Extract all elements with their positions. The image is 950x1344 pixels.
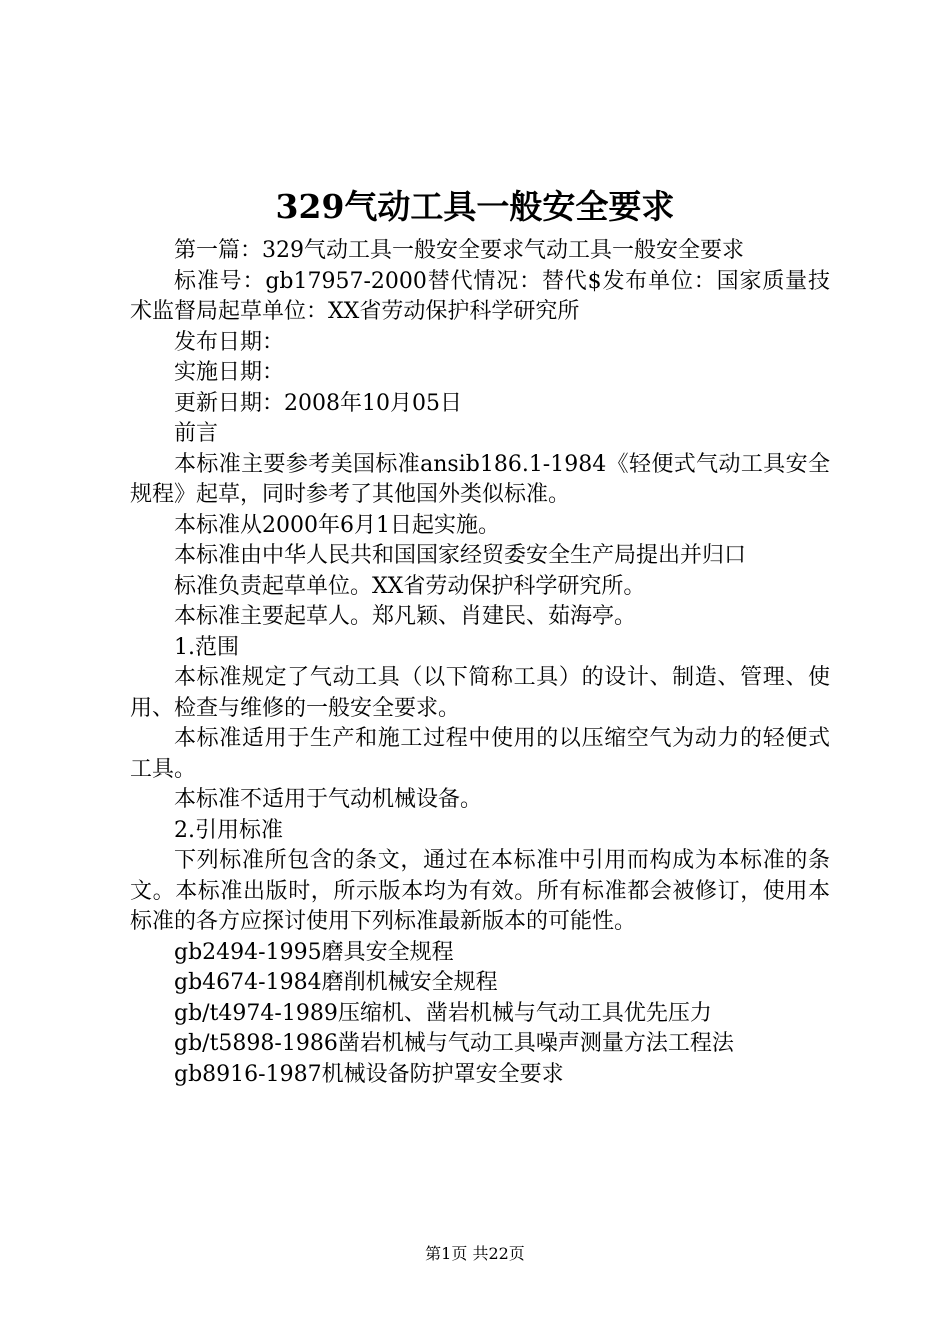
reference-item: gb8916-1987机械设备防护罩安全要求	[174, 1061, 564, 1087]
document-body	[130, 236, 830, 1090]
paragraph: 标准负责起草单位。XX省劳动保护科学研究所。	[174, 573, 646, 599]
paragraph: 本标准规定了气动工具（以下简称工具）的设计、制造、管理、使用、检查与维修的一般安全要求。	[130, 665, 830, 721]
reference-item: gb/t4974-1989压缩机、凿岩机械与气动工具优先压力	[174, 1000, 712, 1026]
document-title: 329气动工具一般安全要求	[275, 187, 675, 226]
paragraph: 实施日期：	[174, 360, 285, 385]
section-heading: 1.范围	[174, 634, 239, 660]
paragraph: 发布日期：	[174, 329, 285, 355]
paragraph: 第一篇：329气动工具一般安全要求气动工具一般安全要求	[174, 238, 744, 263]
page-footer: 第1页 共22页	[425, 1244, 525, 1263]
paragraph: 标准号：gb17957-2000替代情况：替代$发布单位：国家质量技术监督局起草单位：XX省劳动保护科学研究所	[130, 268, 830, 324]
paragraph: 本标准由中华人民共和国国家经贸委安全生产局提出并归口	[174, 543, 747, 568]
paragraph: 本标准适用于生产和施工过程中使用的以压缩空气为动力的轻便式工具。	[130, 726, 830, 782]
reference-item: gb4674-1984磨削机械安全规程	[174, 970, 498, 995]
paragraph: 本标准主要起草人。郑凡颖、肖建民、茹海亭。	[174, 604, 637, 629]
paragraph: 本标准主要参考美国标准ansib186.1-1984《轻便式气动工具安全规程》起草，同时参考了其他国外类似标准。	[130, 451, 830, 507]
paragraph: 本标准不适用于气动机械设备。	[174, 787, 483, 812]
section-heading: 2.引用标准	[174, 817, 283, 843]
section-heading: 前言	[174, 421, 219, 446]
paragraph: 本标准从2000年6月1日起实施。	[174, 512, 500, 538]
paragraph: 下列标准所包含的条文，通过在本标准中引用而构成为本标准的条文。本标准出版时，所示版本均为有效。所有标准都会被修订，使用本标准的各方应探讨使用下列标准最新版本的可能性。	[130, 848, 830, 934]
reference-item: gb2494-1995磨具安全规程	[174, 939, 454, 965]
paragraph: 更新日期：2008年10月05日	[174, 390, 462, 416]
reference-item: gb/t5898-1986凿岩机械与气动工具噪声测量方法工程法	[174, 1031, 734, 1056]
